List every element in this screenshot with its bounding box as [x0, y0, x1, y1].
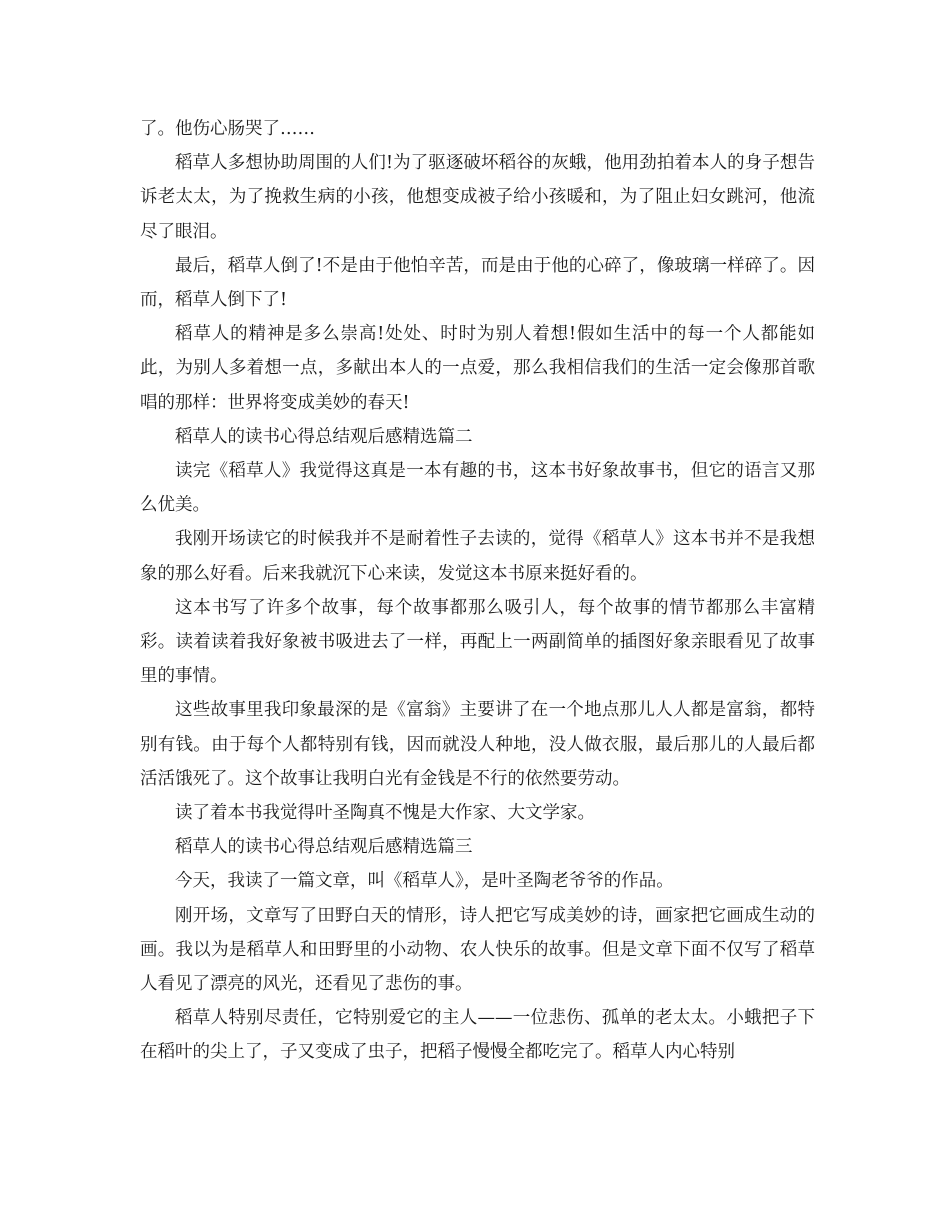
paragraph-6: 读完《稻草人》我觉得这真是一本有趣的书，这本书好象故事书，但它的语言又那么优美。: [140, 461, 815, 516]
paragraph-14: 稻草人特别尽责任，它特别爱它的主人——一位悲伤、孤单的老太太。小蛾把子下在稻叶的尖上了，子又变成了虫子，把稻子慢慢全都吃完了。稻草人内心特别: [140, 1008, 815, 1063]
paragraph-1: 了。他伤心肠哭了……: [140, 119, 315, 139]
paragraph-13: 刚开场，文章写了田野白天的情形，诗人把它写成美妙的诗，画家把它画成生动的画。我以为是稻草人和田野里的小动物、农人快乐的故事。但是文章下面不仅写了稻草人看见了漂亮的风光，还看见了悲伤的事。: [140, 905, 815, 995]
section-heading-2: 稻草人的读书心得总结观后感精选篇二: [175, 426, 473, 447]
paragraph-4: 稻草人的精神是多么崇高!处处、时时为别人着想!假如生活中的每一个人都能如此，为别人多着想一点，多献出本人的一点爱，那么我相信我们的生活一定会像那首歌唱的那样：世界将变成美妙的春天!: [140, 324, 815, 413]
paragraph-2: 稻草人多想协助周围的人们!为了驱逐破坏稻谷的灰蛾，他用劲拍着本人的身子想告诉老太太，为了挽救生病的小孩，他想变成被子给小孩暖和，为了阻止妇女跳河，他流尽了眼泪。: [140, 153, 815, 242]
paragraph-12: 今天，我读了一篇文章，叫《稻草人》，是叶圣陶老爷爷的作品。: [175, 871, 674, 892]
document-page: [140, 112, 815, 1070]
paragraph-9: 这些故事里我印象最深的是《富翁》主要讲了在一个地点那儿人人都是富翁，都特别有钱。由于每个人都特别有钱，因而就没人种地，没人做衣服，最后那儿的人最后都活活饿死了。这个故事让我明白光有金钱是不行的依然要劳动。: [140, 700, 815, 789]
section-heading-3: 稻草人的读书心得总结观后感精选篇三: [175, 837, 473, 858]
paragraph-8: 这本书写了许多个故事，每个故事都那么吸引人，每个故事的情节都那么丰富精彩。读着读着我好象被书吸进去了一样，再配上一两副简单的插图好象亲眼看见了故事里的事情。: [140, 597, 815, 687]
paragraph-7: 我刚开场读它的时候我并不是耐着性子去读的，觉得《稻草人》这本书并不是我想象的那么好看。后来我就沉下心来读，发觉这本书原来挺好看的。: [140, 529, 815, 584]
paragraph-10: 读了着本书我觉得叶圣陶真不愧是大作家、大文学家。: [175, 803, 595, 824]
paragraph-3: 最后，稻草人倒了!不是由于他怕辛苦，而是由于他的心碎了，像玻璃一样碎了。因而，稻草人倒下了!: [140, 255, 815, 311]
